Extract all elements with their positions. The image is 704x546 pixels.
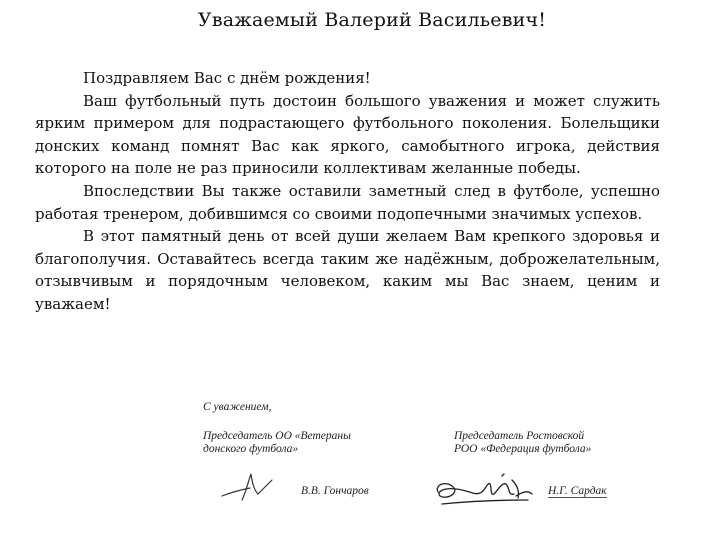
right-position-line1: Председатель Ростовской	[454, 430, 585, 442]
paragraph-coaching: Впоследствии Вы также оставили заметный след в футболе, успешно работая тренером, добившимся со своими подопечными значимых успехов.	[35, 181, 660, 223]
letter-body	[35, 67, 660, 316]
right-signatory-position	[454, 430, 654, 456]
left-position-line1: Председатель ОО «Ветераны	[203, 430, 351, 442]
paragraph-wishes: В этот памятный день от всей души желаем Вам крепкого здоровья и благополучия. Оставайтесь всегда таким же надёжным, доброжелательным, отзывчивым и порядочным человеком, каким мы Вас знаем, ценим и уважаем!	[35, 227, 660, 313]
paragraph-football-path: Ваш футбольный путь достоин большого уважения и может служить ярким примером для подрастающего футбольного поколения. Болельщики донских команд помнят Вас как яркого, самобытного игрока, действия которого на поле не раз приносили коллективам желанные победы.	[35, 91, 660, 178]
right-position-line2: РОО «Федерация футбола»	[454, 443, 592, 455]
right-signatory-name	[548, 485, 607, 498]
paragraph-greeting: Поздравляем Вас с днём рождения!	[83, 69, 371, 87]
left-position-line2: донского футбола»	[203, 443, 299, 455]
right-handwritten-signature	[432, 470, 536, 510]
salutation: Уважаемый Валерий Васильевич!	[197, 9, 547, 31]
right-signatory-name-text: Н.Г. Сардак	[548, 485, 607, 497]
left-signatory-name: В.В. Гончаров	[301, 485, 369, 497]
left-signatory-position	[203, 430, 403, 456]
left-handwritten-signature	[218, 470, 278, 504]
closing-regards: С уважением,	[203, 401, 272, 413]
